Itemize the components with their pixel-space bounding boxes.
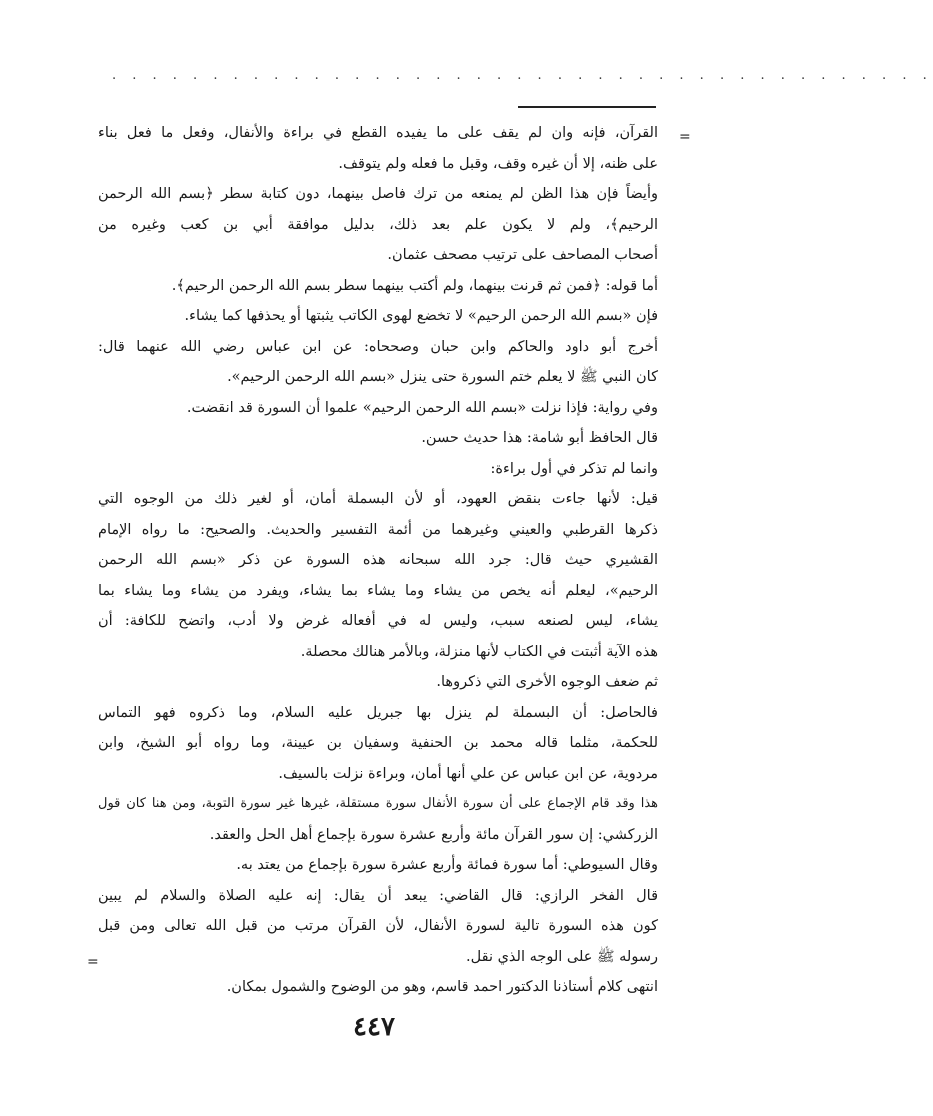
text-line: يشاء، ليس لصنعه سبب، وليس له في أفعاله غرض ولا أدب، واتضح للكافة: أن [98,613,658,629]
text-line: هذا وقد قام الإجماع على أن سورة الأنفال سورة مستقلة، غيرها غير سورة التوبة، ومن هنا كان قول [98,796,658,811]
header-dotted-line: . . . . . . . . . . . . . . . . . . . . . . . . . . . . . . . . . . . . . . . . . [112,68,933,83]
text-line: الزركشي: إن سور القرآن مائة وأربع عشرة سورة بإجماع أهل الحل والعقد. [209,826,658,843]
text-line: هذه الآية أثبتت في الكتاب لأنها منزلة، وبالأمر هنالك محصلة. [300,643,658,660]
text-line: رسوله ﷺ على الوجه الذي نقل. [466,948,658,965]
text-line: للحكمة، مثلما قاله محمد بن الحنفية وسفيان بن عيينة، وما رواه أبو الشيخ، وابن [98,735,658,751]
text-line: أما قوله: ﴿فمن ثم قرنت بينهما، ولم أكتب بينهما سطر بسم الله الرحمن الرحيم﴾. [171,277,658,294]
text-line: انتهى كلام أستاذنا الدكتور احمد قاسم، وهو من الوضوح والشمول بمكان. [226,979,658,995]
page-number: ٤٤٧ [353,1012,395,1042]
text-line: على ظنه، إلا أن غيره وقف، وقبل ما فعله ولم يتوقف. [338,155,658,172]
text-line: أخرج أبو داود والحاكم وابن حبان وصححاه: عن ابن عباس رضي الله عنهما قال: [98,338,658,355]
text-line: وقال السيوطي: أما سورة فمائة وأربع عشرة سورة بإجماع من يعتد به. [236,857,658,873]
footnote-continuation-marker-top: = [679,129,691,145]
text-line: القشيري حيث قال: جرد الله سبحانه هذه السورة عن ذكر «بسم الله الرحمن [98,552,658,568]
text-line: مردوية، عن ابن عباس عن علي أنها أمان، وبراءة نزلت بالسيف. [278,765,658,782]
text-line: قال الفخر الرازي: قال القاضي: يبعد أن يقال: إنه عليه الصلاة والسلام لم يبين [98,887,658,904]
text-line: وانما لم تذكر في أول براءة: [490,460,658,477]
text-line: فالحاصل: أن البسملة لم ينزل بها جبريل عليه السلام، وما ذكروه فهو التماس [98,704,658,721]
footnote-continuation-marker-bottom: = [87,954,99,970]
footnote-body [98,118,658,1003]
text-line: وأيضاً فإن هذا الظن لم يمنعه من ترك فاصل بينهما، دون كتابة سطر ﴿بسم الله الرحمن [98,186,658,202]
text-line: قيل: لأنها جاءت بنقض العهود، أو لأن البسملة أمان، أو لغير ذلك من الوجوه التي [98,491,658,507]
footnote-separator-rule [518,106,656,108]
text-line: أصحاب المصاحف على ترتيب مصحف عثمان. [387,247,658,263]
text-line: القرآن، فإنه وان لم يقف على ما يفيده القطع في براءة والأنفال، وفعل ما فعل بناء [98,125,658,141]
text-line: فإن «بسم الله الرحمن الرحيم» لا تخضع لهوى الكاتب يثبتها أو يحذفها كما يشاء. [184,308,658,324]
text-line: قال الحافظ أبو شامة: هذا حديث حسن. [421,430,658,446]
text-line: ثم ضعف الوجوه الأخرى التي ذكروها. [436,674,658,690]
text-line: ذكرها القرطبي والعيني وغيرهما من أئمة التفسير والحديث. والصحيح: ما رواه الإمام [98,521,658,538]
text-line: الرحيم﴾، ولم لا يكون علم بعد ذلك، بدليل موافقة أبي بن كعب وغيره من [98,216,658,233]
text-line: الرحيم»، ليعلم أنه يخص من يشاء وما يشاء بما يشاء، ويفرد من يشاء وما يشاء بما [98,582,658,599]
text-line: كون هذه السورة تالية لسورة الأنفال، لأن القرآن مرتب من قبل الله تعالى ومن قبل [98,918,658,934]
text-line: كان النبي ﷺ لا يعلم ختم السورة حتى ينزل «بسم الله الرحمن الرحيم». [227,369,658,385]
text-line: وفي رواية: فإذا نزلت «بسم الله الرحمن الرحيم» علموا أن السورة قد انقضت. [186,399,658,416]
